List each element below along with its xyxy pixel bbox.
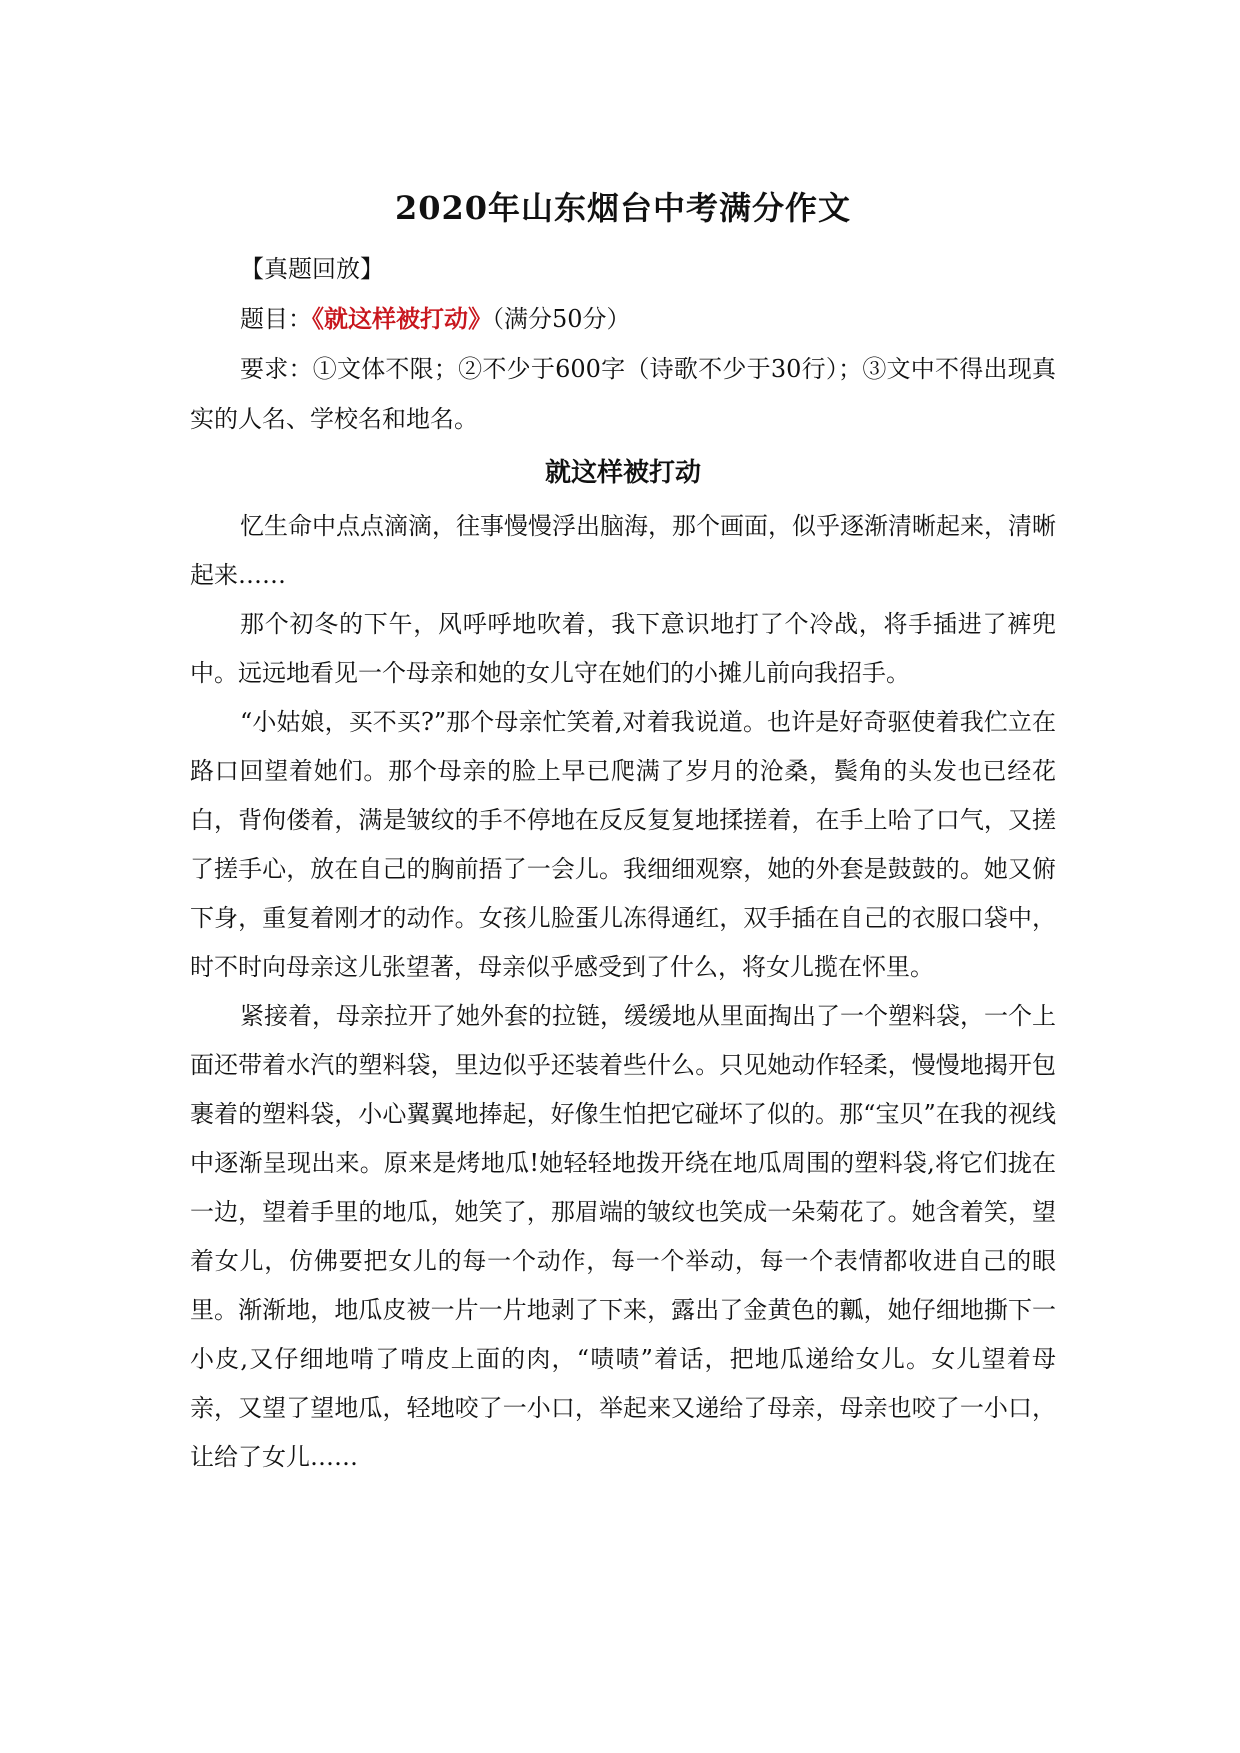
essay-paragraph: “小姑娘，买不买?”那个母亲忙笑着,对着我说道。也许是好奇驱使着我伫立在路口回望着她们。那个母亲的脸上早已爬满了岁月的沧桑，鬓角的头发也已经花白，背佝偻着，满是皱纹的手不停地在反反复复地揉搓着，在手上哈了口气，又搓了搓手心，放在自己的胸前捂了一会儿。我细细观察，她的外套是鼓鼓的。她又俯下身，重复着刚才的动作。女孩儿脸蛋儿冻得通红，双手插在自己的衣服口袋中，时不时向母亲这儿张望著，母亲似乎感受到了什么，将女儿揽在怀里。 <box>190 708 1056 981</box>
requirements: 要求：①文体不限；②不少于600字（诗歌不少于30行）；③文中不得出现真实的人名、学校名和地名。 <box>190 355 1056 433</box>
document-page <box>190 180 1056 1482</box>
prompt-score: （满分50分） <box>492 305 631 333</box>
prompt-title: 《就这样被打动》 <box>312 304 492 333</box>
prompt-label: 题目： <box>240 305 312 333</box>
section-label: 【真题回放】 <box>240 255 384 283</box>
prompt-line <box>190 294 1056 344</box>
essay-title: 就这样被打动 <box>544 458 701 488</box>
essay-paragraph: 那个初冬的下午，风呼呼地吹着，我下意识地打了个冷战，将手插进了裤兜中。远远地看见一个母亲和她的女儿守在她们的小摊儿前向我招手。 <box>190 610 1056 687</box>
essay-paragraph: 紧接着，母亲拉开了她外套的拉链，缓缓地从里面掏出了一个塑料袋，一个上面还带着水汽的塑料袋，里边似乎还装着些什么。只见她动作轻柔，慢慢地揭开包裹着的塑料袋，小心翼翼地捧起，好像生怕把它碰坏了似的。那“宝贝”在我的视线中逐渐呈现出来。原来是烤地瓜!她轻轻地拨开绕在地瓜周围的塑料袋,将它们拢在一边，望着手里的地瓜，她笑了，那眉端的皱纹也笑成一朵菊花了。她含着笑，望着女儿，仿佛要把女儿的每一个动作，每一个举动，每一个表情都收进自己的眼里。渐渐地，地瓜皮被一片一片地剥了下来，露出了金黄色的瓤，她仔细地撕下一小皮,又仔细地啃了啃皮上面的肉，“啧啧”着话，把地瓜递给女儿。女儿望着母亲，又望了望地瓜，轻地咬了一小口，举起来又递给了母亲，母亲也咬了一小口，让给了女儿…… <box>190 1002 1056 1471</box>
essay-paragraph: 忆生命中点点滴滴，往事慢慢浮出脑海，那个画面，似乎逐渐清晰起来，清晰起来…… <box>190 512 1056 589</box>
document-title: 2020年山东烟台中考满分作文 <box>394 189 852 227</box>
